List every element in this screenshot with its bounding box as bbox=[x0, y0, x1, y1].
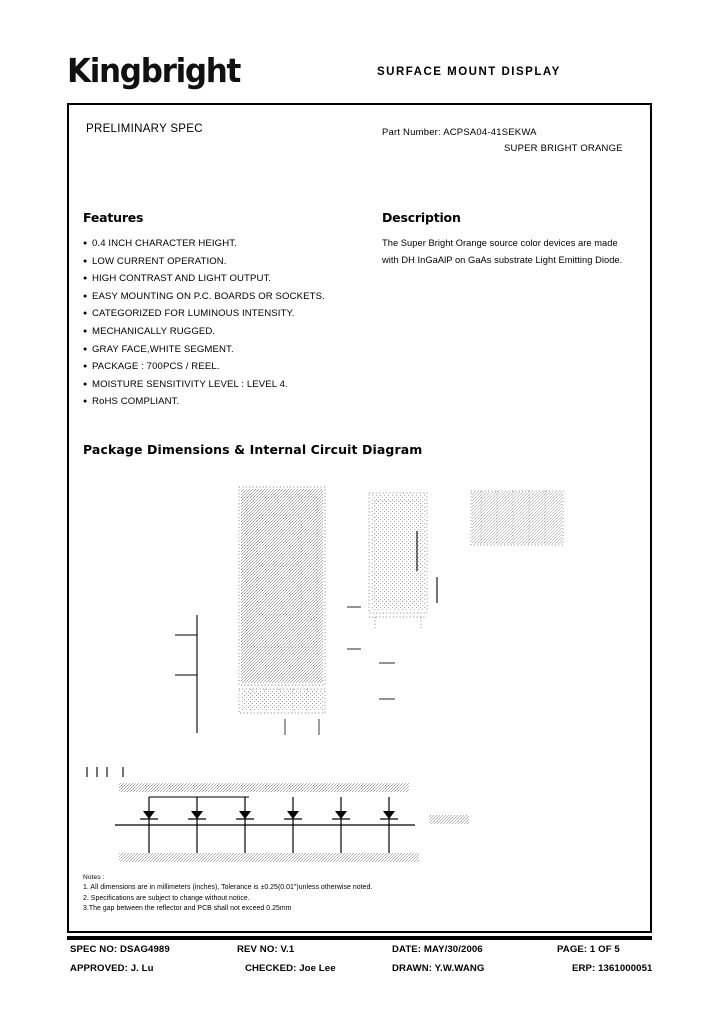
feature-item: ● EASY MOUNTING ON P.C. BOARDS OR SOCKETS. bbox=[83, 288, 383, 306]
document-category-title: SURFACE MOUNT DISPLAY bbox=[377, 66, 561, 78]
footer-row-bottom bbox=[67, 963, 667, 982]
checked-by: CHECKED: Joe Lee bbox=[245, 963, 336, 974]
emission-color-label: SUPER BRIGHT ORANGE bbox=[504, 143, 623, 154]
notes-title: Notes : bbox=[83, 874, 105, 881]
erp-number: ERP: 1361000051 bbox=[572, 963, 653, 974]
footer-divider bbox=[67, 936, 652, 940]
footer-row-top bbox=[67, 944, 667, 963]
description-line: The Super Bright Orange source color devices are made bbox=[382, 238, 618, 248]
part-number: Part Number: ACPSA04-41SEKWA bbox=[382, 127, 537, 138]
notes-section bbox=[83, 873, 563, 915]
package-dimensions-heading: Package Dimensions & Internal Circuit Diagram bbox=[83, 442, 423, 457]
feature-item: ● PACKAGE : 700PCS / REEL. bbox=[83, 358, 383, 376]
feature-item: ● CATEGORIZED FOR LUMINOUS INTENSITY. bbox=[83, 305, 383, 323]
description-heading: Description bbox=[382, 210, 461, 225]
approved-by: APPROVED: J. Lu bbox=[70, 963, 154, 974]
feature-item: ● LOW CURRENT OPERATION. bbox=[83, 253, 383, 271]
page-footer bbox=[67, 944, 667, 984]
package-drawing bbox=[79, 467, 644, 867]
note-item: 1. All dimensions are in millimeters (inches), Tolerance is ±0.25(0.01")unless otherwise noted. bbox=[83, 884, 373, 891]
page-header bbox=[67, 52, 652, 96]
features-list bbox=[83, 235, 383, 411]
drawn-by: DRAWN: Y.W.WANG bbox=[392, 963, 485, 974]
package-drawing-svg bbox=[79, 467, 644, 867]
rev-no: REV NO: V.1 bbox=[237, 944, 295, 955]
spec-no: SPEC NO: DSAG4989 bbox=[70, 944, 170, 955]
internal-circuit-diagram bbox=[87, 767, 469, 862]
doc-date: DATE: MAY/30/2006 bbox=[392, 944, 483, 955]
kingbright-logo: Kingbright bbox=[67, 51, 241, 90]
feature-item: ● RoHS COMPLIANT. bbox=[83, 393, 383, 411]
feature-item: ● MOISTURE SENSITIVITY LEVEL : LEVEL 4. bbox=[83, 376, 383, 394]
description-section bbox=[382, 210, 644, 268]
description-line: with DH InGaAlP on GaAs substrate Light Emitting Diode. bbox=[382, 254, 623, 265]
note-item: 3.The gap between the reflector and PCB shall not exceed 0.25mm bbox=[83, 905, 292, 913]
feature-item: ● MECHANICALLY RUGGED. bbox=[83, 323, 383, 341]
features-section bbox=[83, 210, 383, 411]
features-heading: Features bbox=[83, 210, 144, 225]
feature-item: ● HIGH CONTRAST AND LIGHT OUTPUT. bbox=[83, 270, 383, 288]
page-number: PAGE: 1 OF 5 bbox=[557, 944, 620, 955]
preliminary-spec-label: PRELIMINARY SPEC bbox=[86, 123, 203, 135]
note-item: 2. Specifications are subject to change without notice. bbox=[83, 894, 250, 902]
content-frame bbox=[67, 103, 652, 933]
feature-item: ● GRAY FACE,WHITE SEGMENT. bbox=[83, 341, 383, 359]
feature-item: ● 0.4 INCH CHARACTER HEIGHT. bbox=[83, 235, 383, 253]
